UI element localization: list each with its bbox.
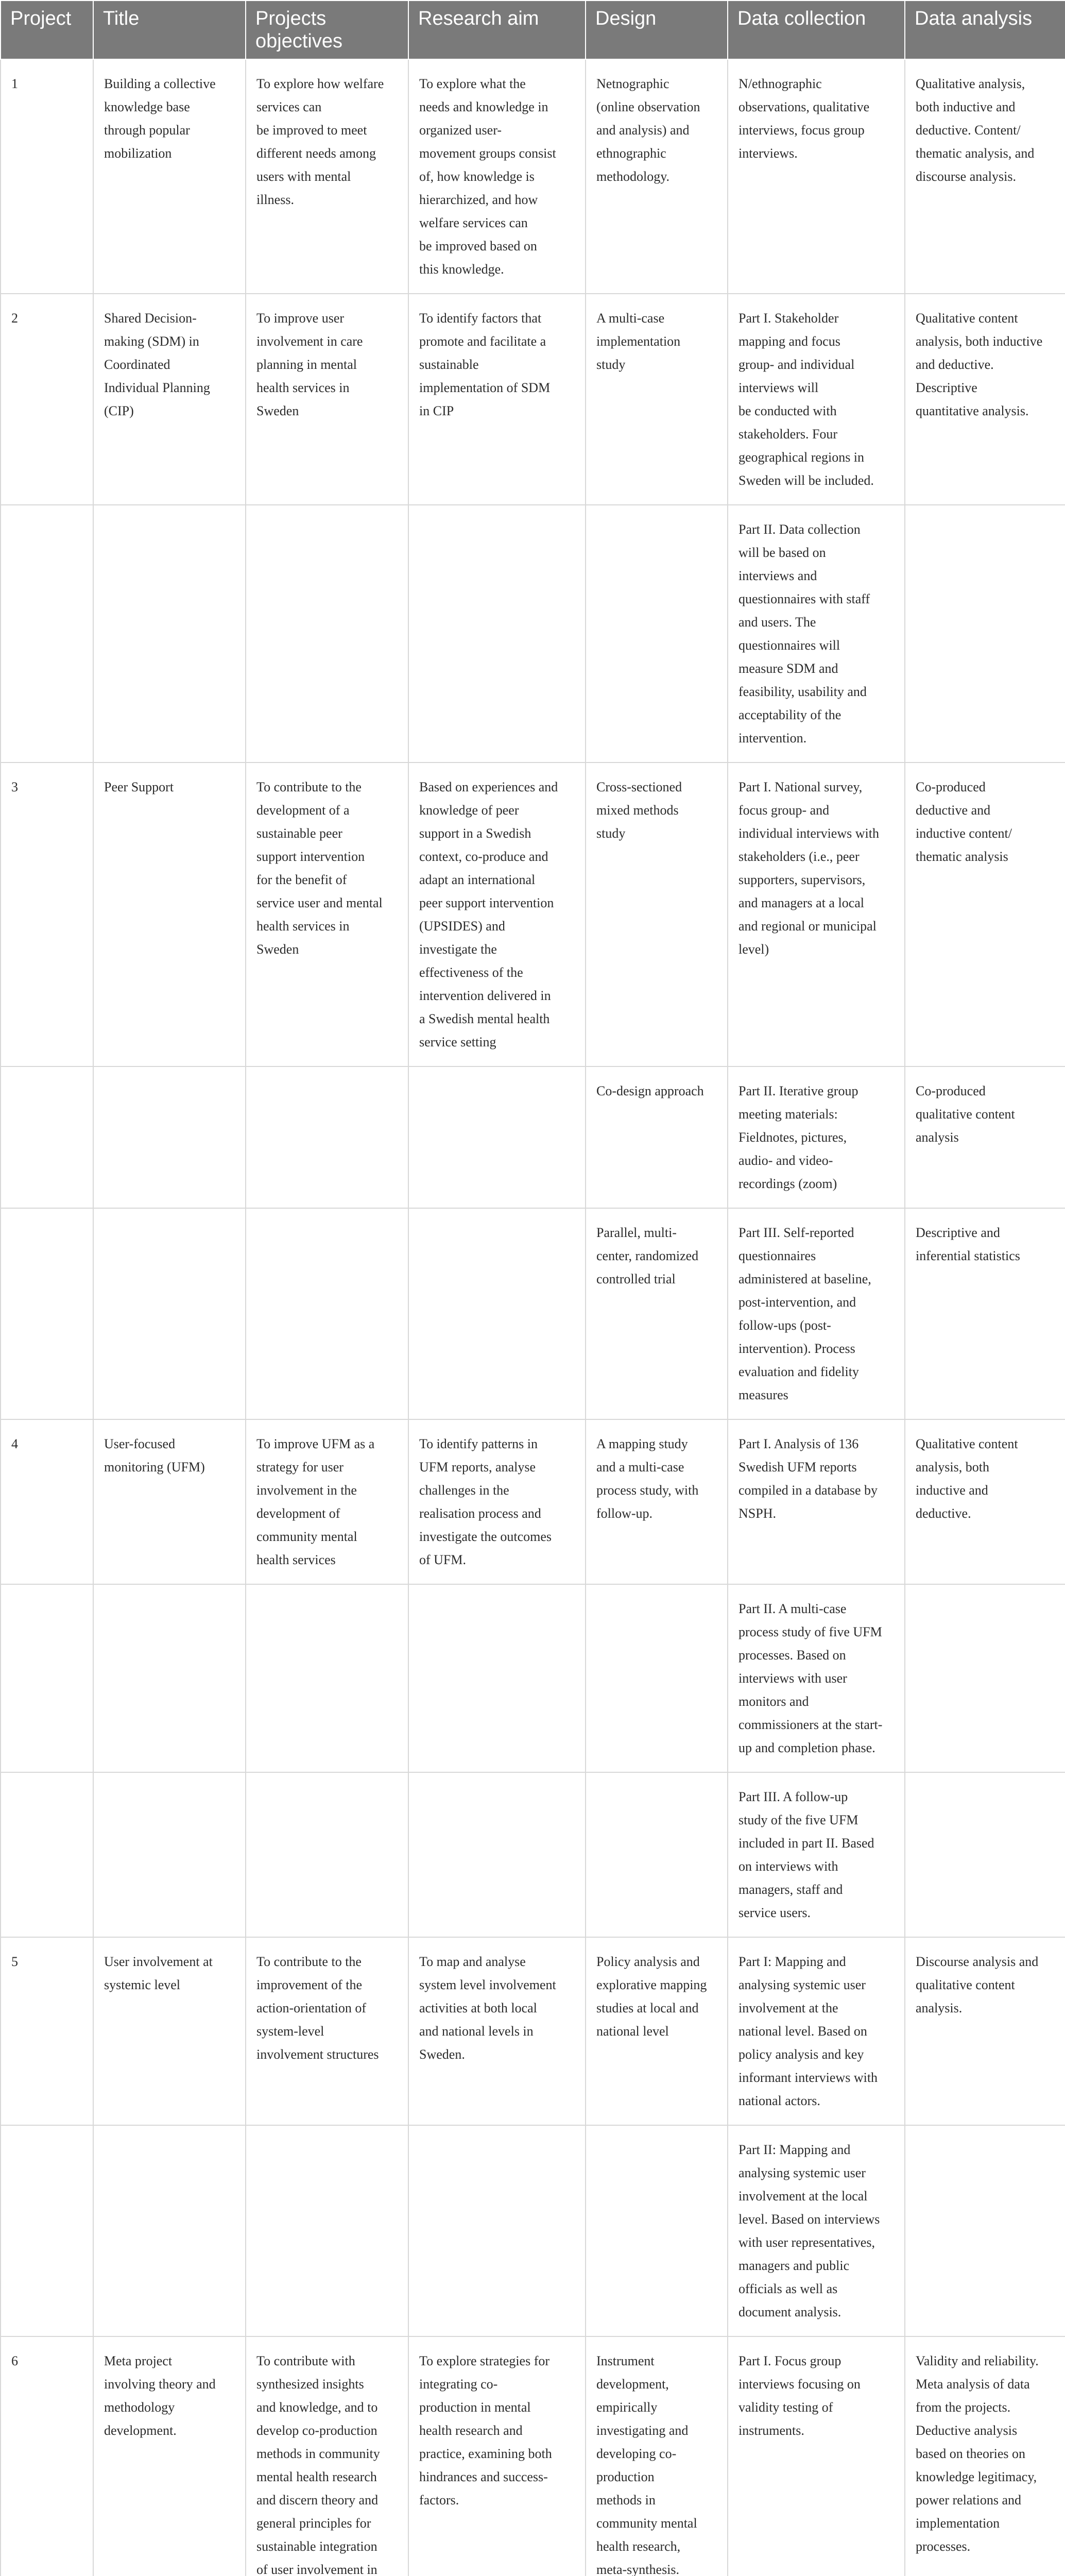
cell-data-analysis: Qualitative content analysis, both inductive and deductive. Descriptive quantitative analysis. [905,294,1065,505]
header-project: Project [1,1,93,59]
cell-research-aim: To explore strategies for integrating co- production in mental health research and practice, examining both hindrances and success- factors. [408,2336,586,2576]
cell-data-analysis: Descriptive and inferential statistics [905,1208,1065,1419]
cell-design [586,2125,728,2336]
cell-project: 1 [1,59,93,294]
cell-project [1,2125,93,2336]
cell-design: A mapping study and a multi-case process study, with follow-up. [586,1419,728,1584]
cell-data-collection: Part I. Analysis of 136 Swedish UFM reports compiled in a database by NSPH. [728,1419,905,1584]
table-row [1,1772,1065,1937]
cell-data-analysis: Validity and reliability. Meta analysis of data from the projects. Deductive analysis based on theories on knowledge legitimacy, power relations and implementation processes. [905,2336,1065,2576]
cell-data-collection: Part II: Mapping and analysing systemic user involvement at the local level. Based on interviews with user representatives, managers and public officials as well as document analysis. [728,2125,905,2336]
cell-objectives [246,2125,408,2336]
cell-objectives: To contribute to the improvement of the action-orientation of system-level involvement structures [246,1937,408,2125]
cell-data-collection: Part II. A multi-case process study of five UFM processes. Based on interviews with user monitors and commissioners at the start- up and completion phase. [728,1584,905,1772]
table-row [1,1208,1065,1419]
table-row [1,59,1065,294]
cell-project: 2 [1,294,93,505]
table-row [1,2336,1065,2576]
cell-title [93,1584,246,1772]
cell-title [93,2125,246,2336]
cell-data-collection: Part III. A follow-up study of the five UFM included in part II. Based on interviews with managers, staff and service users. [728,1772,905,1937]
cell-project [1,1772,93,1937]
cell-research-aim: To identify factors that promote and facilitate a sustainable implementation of SDM in CIP [408,294,586,505]
header-title: Title [93,1,246,59]
cell-data-analysis: Co-produced qualitative content analysis [905,1066,1065,1208]
cell-title: Building a collective knowledge base through popular mobilization [93,59,246,294]
cell-data-collection: Part II. Data collection will be based on interviews and questionnaires with staff and users. The questionnaires will measure SDM and feasibility, usability and acceptability of the intervention. [728,505,905,762]
cell-data-analysis: Co-produced deductive and inductive content/ thematic analysis [905,762,1065,1066]
cell-title: Peer Support [93,762,246,1066]
cell-objectives [246,1584,408,1772]
cell-design: Policy analysis and explorative mapping studies at local and national level [586,1937,728,2125]
cell-data-analysis [905,1772,1065,1937]
cell-research-aim [408,505,586,762]
cell-data-analysis: Discourse analysis and qualitative content analysis. [905,1937,1065,2125]
cell-design: Co-design approach [586,1066,728,1208]
cell-design: A multi-case implementation study [586,294,728,505]
cell-objectives [246,505,408,762]
cell-data-collection: Part II. Iterative group meeting materials: Fieldnotes, pictures, audio- and video- recordings (zoom) [728,1066,905,1208]
cell-data-analysis [905,2125,1065,2336]
cell-title: User involvement at systemic level [93,1937,246,2125]
cell-objectives: To explore how welfare services can be improved to meet different needs among users with mental illness. [246,59,408,294]
cell-data-collection: Part I. National survey, focus group- and individual interviews with stakeholders (i.e., peer supporters, supervisors, and managers at a local and regional or municipal level) [728,762,905,1066]
cell-title: User-focused monitoring (UFM) [93,1419,246,1584]
cell-data-collection: Part I: Mapping and analysing systemic user involvement at the national level. Based on policy analysis and key informant interviews with national actors. [728,1937,905,2125]
cell-design: Netnographic (online observation and analysis) and ethnographic methodology. [586,59,728,294]
cell-data-collection: Part I. Focus group interviews focusing on validity testing of instruments. [728,2336,905,2576]
cell-research-aim: To identify patterns in UFM reports, analyse challenges in the realisation process and investigate the outcomes of UFM. [408,1419,586,1584]
cell-data-analysis: Qualitative analysis, both inductive and deductive. Content/ thematic analysis, and discourse analysis. [905,59,1065,294]
cell-project: 5 [1,1937,93,2125]
cell-research-aim [408,1066,586,1208]
cell-project [1,505,93,762]
table-row [1,1937,1065,2125]
table-body [1,59,1065,2576]
cell-project [1,1208,93,1419]
cell-objectives [246,1772,408,1937]
header-research-aim: Research aim [408,1,586,59]
cell-title: Meta project involving theory and methodology development. [93,2336,246,2576]
cell-project [1,1066,93,1208]
cell-research-aim: To map and analyse system level involvement activities at both local and national levels in Sweden. [408,1937,586,2125]
cell-project [1,1584,93,1772]
cell-objectives: To contribute with synthesized insights and knowledge, and to develop co-production methods in community mental health research and discern theory and general principles for sustainable integration of user involvement in [246,2336,408,2576]
cell-objectives [246,1066,408,1208]
header-design: Design [586,1,728,59]
cell-objectives: To improve UFM as a strategy for user involvement in the development of community mental health services [246,1419,408,1584]
cell-project: 4 [1,1419,93,1584]
cell-research-aim: Based on experiences and knowledge of peer support in a Swedish context, co-produce and adapt an international peer support intervention (UPSIDES) and investigate the effectiveness of the intervention delivered in a Swedish mental health service setting [408,762,586,1066]
cell-design: Parallel, multi- center, randomized controlled trial [586,1208,728,1419]
cell-data-analysis [905,505,1065,762]
cell-data-analysis [905,1584,1065,1772]
table-row [1,1584,1065,1772]
cell-research-aim [408,1772,586,1937]
table-row [1,505,1065,762]
cell-design: Instrument development, empirically investigating and developing co- production methods in community mental health research, meta-synthesis. [586,2336,728,2576]
cell-objectives: To improve user involvement in care planning in mental health services in Sweden [246,294,408,505]
cell-project: 6 [1,2336,93,2576]
header-data-analysis: Data analysis [905,1,1065,59]
cell-objectives: To contribute to the development of a sustainable peer support intervention for the benefit of service user and mental health services in Sweden [246,762,408,1066]
table-row [1,1419,1065,1584]
header-data-collection: Data collection [728,1,905,59]
cell-objectives [246,1208,408,1419]
table-row [1,294,1065,505]
cell-data-collection: N/ethnographic observations, qualitative interviews, focus group interviews. [728,59,905,294]
table-row [1,1066,1065,1208]
cell-research-aim [408,1584,586,1772]
cell-title [93,1208,246,1419]
cell-design: Cross-sectioned mixed methods study [586,762,728,1066]
header-objectives: Projects objectives [246,1,408,59]
cell-title [93,505,246,762]
cell-design [586,1584,728,1772]
cell-research-aim: To explore what the needs and knowledge in organized user- movement groups consist of, how knowledge is hierarchized, and how welfare services can be improved based on this knowledge. [408,59,586,294]
cell-research-aim [408,1208,586,1419]
table-header-row [1,1,1065,59]
cell-project: 3 [1,762,93,1066]
cell-research-aim [408,2125,586,2336]
cell-data-analysis: Qualitative content analysis, both inductive and deductive. [905,1419,1065,1584]
cell-data-collection: Part I. Stakeholder mapping and focus group- and individual interviews will be conducted with stakeholders. Four geographical regions in Sweden will be included. [728,294,905,505]
table-row [1,762,1065,1066]
table-row [1,2125,1065,2336]
cell-data-collection: Part III. Self-reported questionnaires administered at baseline, post-intervention, and follow-ups (post- intervention). Process evaluation and fidelity measures [728,1208,905,1419]
cell-design [586,505,728,762]
cell-title: Shared Decision- making (SDM) in Coordinated Individual Planning (CIP) [93,294,246,505]
cell-design [586,1772,728,1937]
cell-title [93,1772,246,1937]
cell-title [93,1066,246,1208]
